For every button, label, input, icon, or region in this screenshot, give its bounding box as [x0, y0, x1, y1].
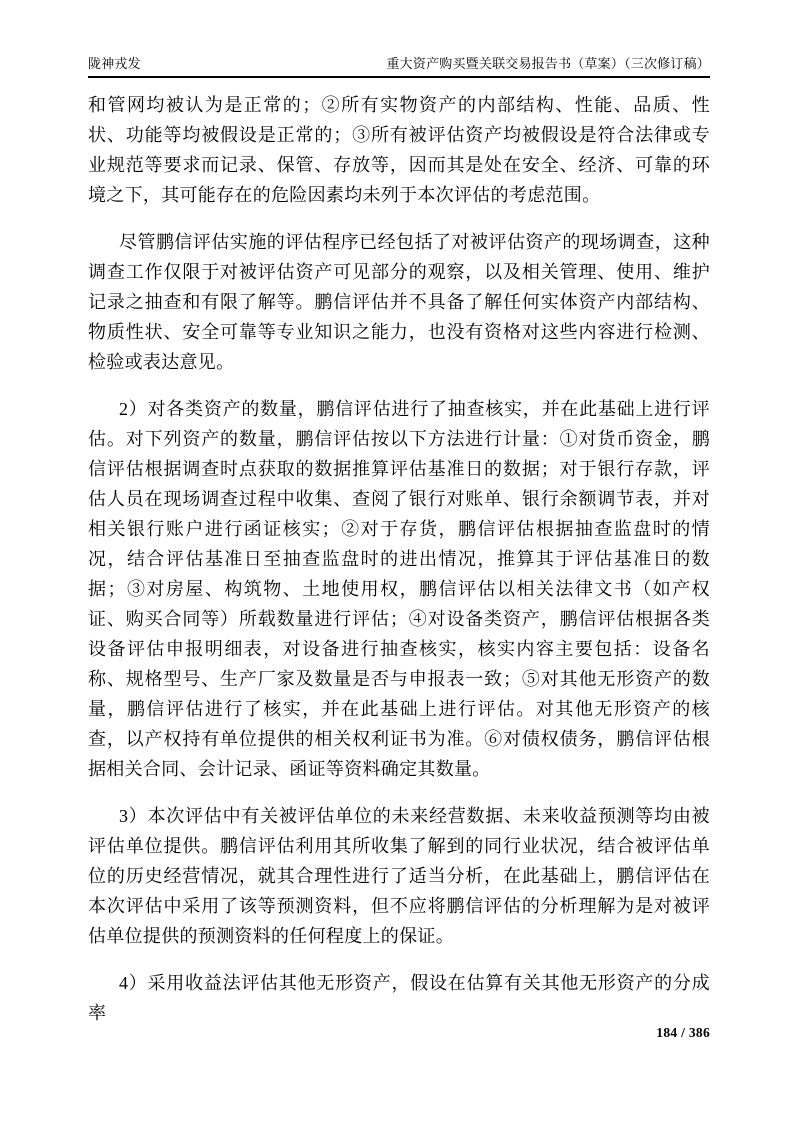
page-number: 184 / 386: [656, 1025, 710, 1040]
body-paragraph: 3）本次评估中有关被评估单位的未来经营数据、未来收益预测等均由被评估单位提供。鹏信评估利用其所收集了解到的同行业状况，结合被评估单位的历史经营情况，就其合理性进行了适当分析，在此基础上，鹏信评估在本次评估中采用了该等预测资料，但不应将鹏信评估的分析理解为是对被评估单位提供的预测资料的任何程度上的保证。: [88, 806, 710, 946]
body-paragraph: 和管网均被认为是正常的；②所有实物资产的内部结构、性能、品质、性状、功能等均被假设是正常的；③所有被评估资产均被假设是符合法律或专业规范等要求而记录、保管、存放等，因而其是处在安全、经济、可靠的环境之下，其可能存在的危险因素均未列于本次评估的考虑范围。: [88, 95, 710, 205]
body-paragraph: 2）对各类资产的数量，鹏信评估进行了抽查核实，并在此基础上进行评估。对下列资产的数量，鹏信评估按以下方法进行计量：①对货币资金，鹏信评估根据调查时点获取的数据推算评估基准日的数据；对于银行存款，评估人员在现场调查过程中收集、查阅了银行对账单、银行余额调节表，并对相关银行账户进行函证核实；②对于存货，鹏信评估根据抽查监盘时的情况，结合评估基准日至抽查监盘时的进出情况，推算其于评估基准日的数据；③对房屋、构筑物、土地使用权，鹏信评估以相关法律文书（如产权证、购买合同等）所载数量进行评估；④对设备类资产，鹏信评估根据各类设备评估申报明细表，对设备进行抽查核实，核实内容主要包括：设备名称、规格型号、生产厂家及数量是否与申报表一致；⑤对其他无形资产的数量，鹏信评估进行了核实，并在此基础上进行评估。对其他无形资产的核查，以产权持有单位提供的相关权利证书为准。⑥对债权债务，鹏信评估根据相关合同、会计记录、函证等资料确定其数量。: [88, 399, 710, 779]
page-header: [88, 55, 710, 78]
header-left-text: 陇神戎发: [88, 56, 141, 71]
body-paragraph: 4）采用收益法评估其他无形资产，假设在估算有关其他无形资产的分成率: [88, 973, 710, 1023]
document-body: [88, 90, 710, 1045]
header-right-text: 重大资产购买暨关联交易报告书（草案）（三次修订稿）: [386, 56, 710, 71]
body-paragraph: 尽管鹏信评估实施的评估程序已经包括了对被评估资产的现场调查，这种调查工作仅限于对被评估资产可见部分的观察，以及相关管理、使用、维护记录之抽查和有限了解等。鹏信评估并不具备了解任何实体资产内部结构、物质性状、安全可靠等专业知识之能力，也没有资格对这些内容进行检测、检验或表达意见。: [88, 232, 710, 372]
